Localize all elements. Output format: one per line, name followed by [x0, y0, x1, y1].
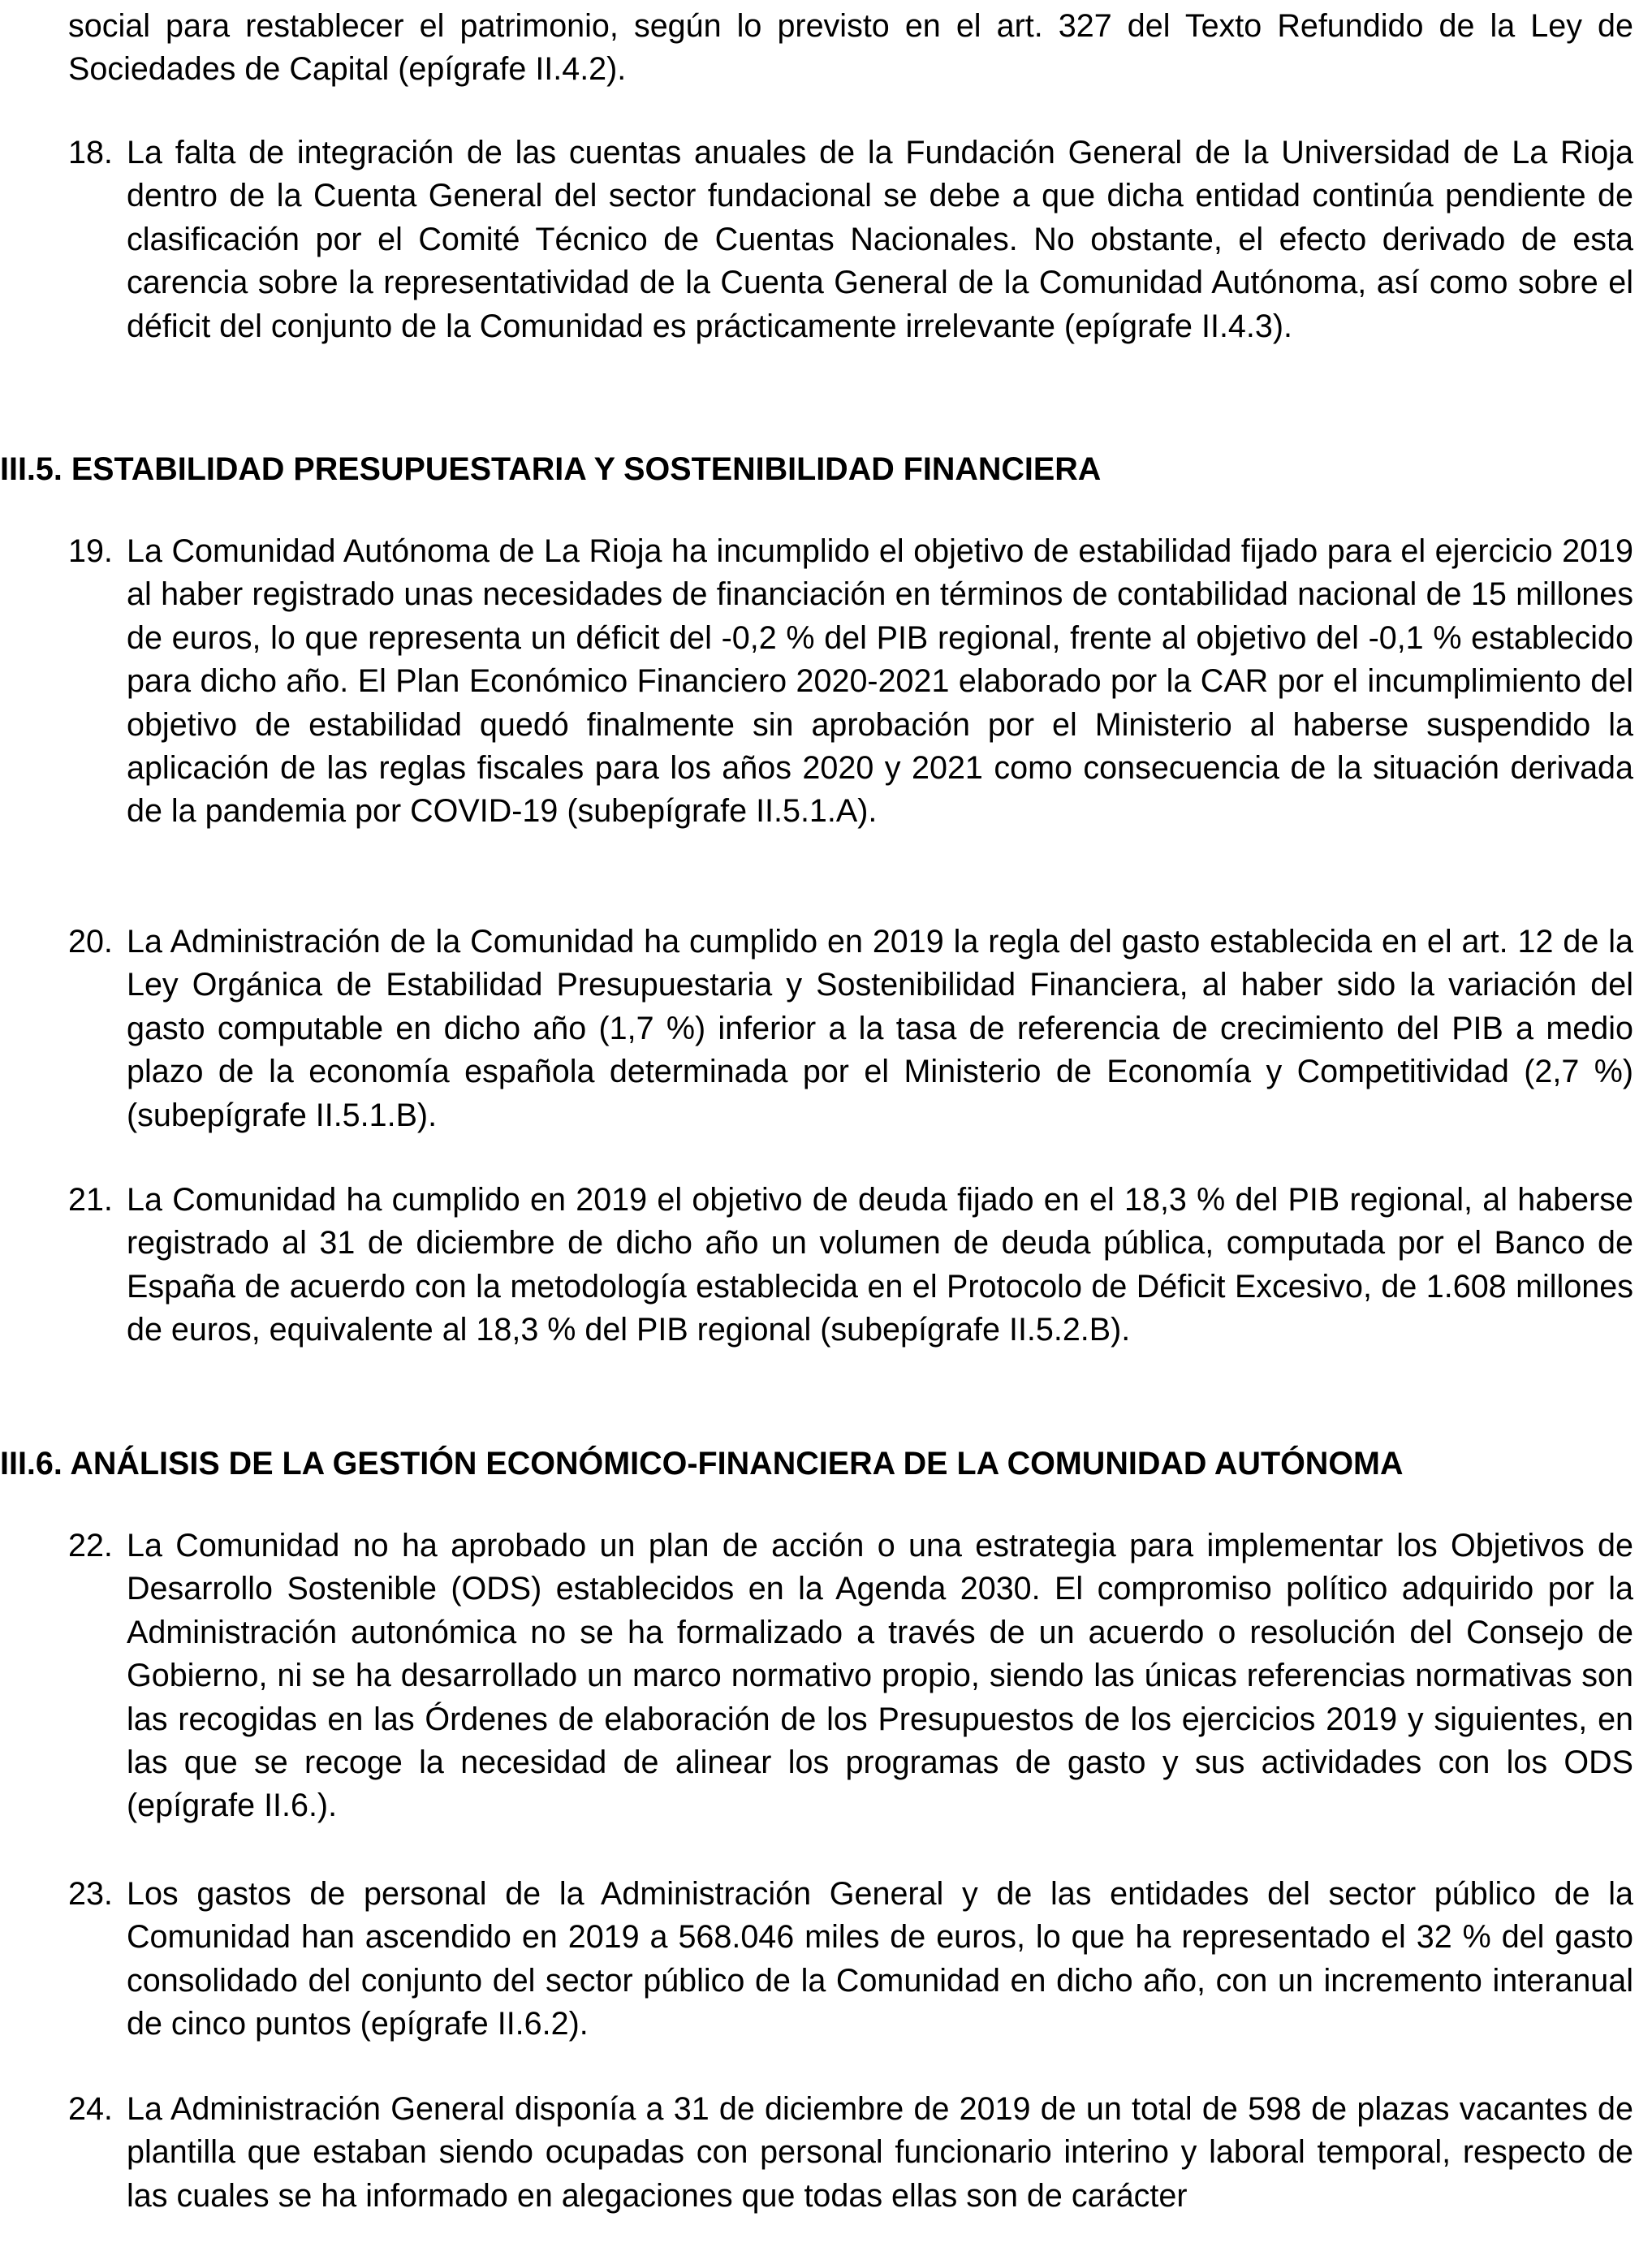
- list-item-20: [68, 921, 1633, 1137]
- item-number: 23.: [68, 1876, 113, 1912]
- item-text: Los gastos de personal de la Administración General y de las entidades del sector público de la Comunidad han ascendido en 2019 a 568.046 miles de euros, lo que ha representado el 32 % del gasto consolidado del conjunto del sector público de la Comunidad en dicho año, con un incremento interanual de cinco puntos (epígrafe II.6.2).: [127, 1876, 1633, 2042]
- list-item-19: [68, 530, 1633, 834]
- list-item-18: [68, 132, 1633, 348]
- item-number: 24.: [68, 2091, 113, 2127]
- list-item-24: [68, 2088, 1633, 2218]
- item-text: La Administración General disponía a 31 de diciembre de 2019 de un total de 598 de plazas vacantes de plantilla que estaban siendo ocupadas con personal funcionario interino y laboral temporal, respecto de las cuales se ha informado en alegaciones que todas ellas son de carácter: [127, 2091, 1633, 2214]
- item-text: La Comunidad Autónoma de La Rioja ha incumplido el objetivo de estabilidad fijado para el ejercicio 2019 al haber registrado unas necesidades de financiación en términos de contabilidad nacional de 15 millones de euros, lo que representa un déficit del -0,2 % del PIB regional, frente al objetivo del -0,1 % establecido para dicho año. El Plan Económico Financiero 2020-2021 elaborado por la CAR por el incumplimiento del objetivo de estabilidad quedó finalmente sin aprobación por el Ministerio al haberse suspendido la aplicación de las reglas fiscales para los años 2020 y 2021 como consecuencia de la situación derivada de la pandemia por COVID-19 (subepígrafe II.5.1.A).: [127, 533, 1633, 830]
- item-text: La Administración de la Comunidad ha cumplido en 2019 la regla del gasto establecida en el art. 12 de la Ley Orgánica de Estabilidad Presupuestaria y Sostenibilidad Financiera, al haber sido la variación del gasto computable en dicho año (1,7 %) inferior a la tasa de referencia de crecimiento del PIB a medio plazo de la economía española determinada por el Ministerio de Economía y Competitividad (2,7 %) (subepígrafe II.5.1.B).: [127, 924, 1633, 1133]
- list-item-22: [68, 1525, 1633, 1828]
- item-number: 21.: [68, 1182, 113, 1218]
- item-text: La Comunidad ha cumplido en 2019 el objetivo de deuda fijado en el 18,3 % del PIB regional, al haberse registrado al 31 de diciembre de dicho año un volumen de deuda pública, computada por el Banco de España de acuerdo con la metodología establecida en el Protocolo de Déficit Excesivo, de 1.608 millones de euros, equivalente al 18,3 % del PIB regional (subepígrafe II.5.2.B).: [127, 1182, 1633, 1348]
- item-number: 20.: [68, 924, 113, 960]
- item-text: La falta de integración de las cuentas anuales de la Fundación General de la Universidad de La Rioja dentro de la Cuenta General del sector fundacional se debe a que dicha entidad continúa pendiente de clasificación por el Comité Técnico de Cuentas Nacionales. No obstante, el efecto derivado de esta carencia sobre la representatividad de la Cuenta General de la Comunidad Autónoma, así como sobre el déficit del conjunto de la Comunidad es prácticamente irrelevante (epígrafe II.4.3).: [127, 135, 1633, 344]
- item-number: 19.: [68, 533, 113, 569]
- list-item-23: [68, 1873, 1633, 2046]
- intro-continuation-text: social para restablecer el patrimonio, según lo previsto en el art. 327 del Texto Refundido de la Ley de Sociedades de Capital (epígrafe II.4.2).: [68, 8, 1633, 88]
- section-heading-iii-5: III.5. ESTABILIDAD PRESUPUESTARIA Y SOSTENIBILIDAD FINANCIERA: [0, 451, 1102, 487]
- list-item-21: [68, 1179, 1633, 1352]
- item-text: La Comunidad no ha aprobado un plan de acción o una estrategia para implementar los Objetivos de Desarrollo Sostenible (ODS) establecidos en la Agenda 2030. El compromiso político adquirido por la Administración autonómica no se ha formalizado a través de un acuerdo o resolución del Consejo de Gobierno, ni se ha desarrollado un marco normativo propio, siendo las únicas referencias normativas son las recogidas en las Órdenes de elaboración de los Presupuestos de los ejercicios 2019 y siguientes, en las que se recoge la necesidad de alinear los programas de gasto y sus actividades con los ODS (epígrafe II.6.).: [127, 1528, 1633, 1824]
- section-heading-iii-6: III.6. ANÁLISIS DE LA GESTIÓN ECONÓMICO-FINANCIERA DE LA COMUNIDAD AUTÓNOMA: [0, 1446, 1404, 1481]
- item-number: 18.: [68, 135, 113, 170]
- intro-continuation-paragraph: [68, 5, 1633, 92]
- item-number: 22.: [68, 1528, 113, 1563]
